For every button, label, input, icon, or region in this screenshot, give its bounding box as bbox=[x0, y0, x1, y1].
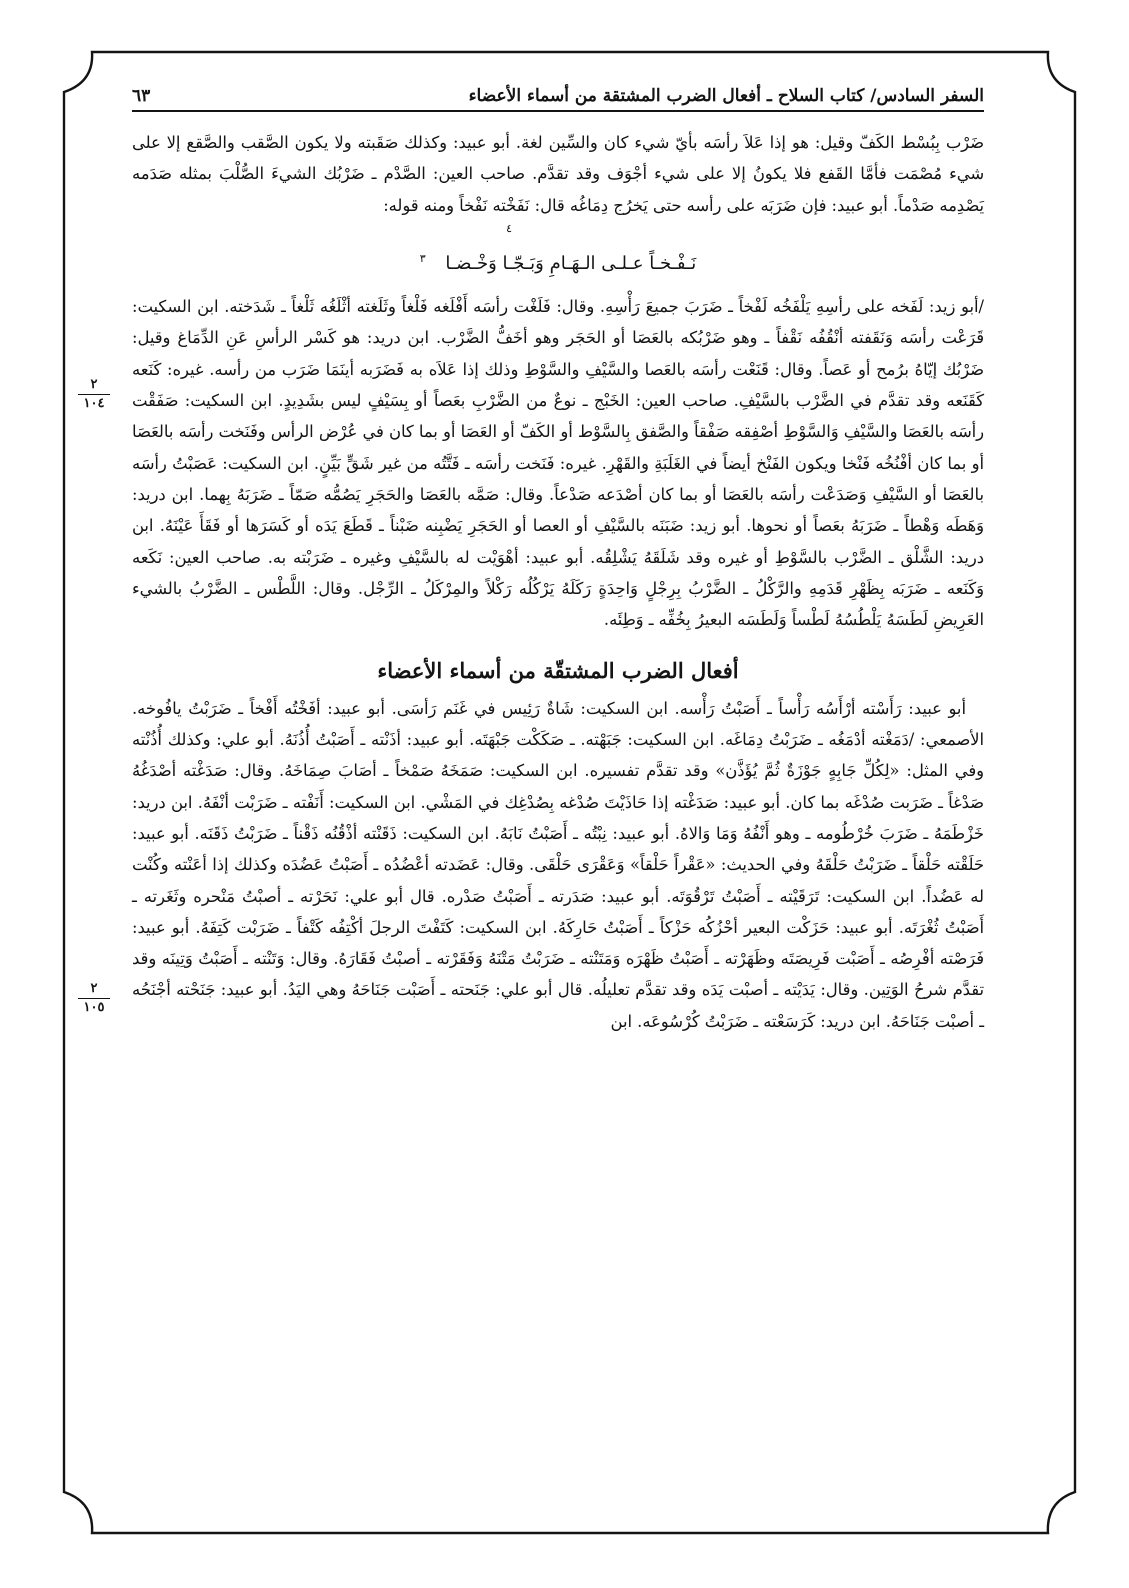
marginal-reference-1 bbox=[74, 378, 114, 411]
header-rule bbox=[132, 110, 984, 112]
section-title: أفعال الضرب المشتقّة من أسماء الأعضاء bbox=[377, 658, 739, 684]
marginal-reference-2 bbox=[74, 982, 114, 1015]
paragraph-1: ضَرْب بِبُسْط الكَفّ وقيل: هو إذا عَلاَ رأسَه بأيّ شيء كان والسِّين لغة. أبو عبيد: وكذلك صَقَبته ولا يكون الصَّقب والصَّقع إلا على شيء مُصْمَت فأمَّا القَفع فلا يكونُ إلا على شيء أجْوَف وقد تقدَّم. صاحب العين: الصَّدْم ـ ضَرْبُك الشيءَ الصُّلْبَ بمثله صَدَمه يَصْدِمه صَدْماً. أبو عبيد: فإن ضَرَبَه على رأسه حتى يَخرُج دِمَاغُه قال: نَفَخْته نَفْخاً ومنه قوله: bbox=[132, 133, 984, 215]
marginal-2-bottom: ١٠٥ bbox=[83, 1000, 105, 1015]
footnote-mark-2: ٣ bbox=[419, 251, 426, 265]
marginal-2-top: ٢ bbox=[90, 981, 98, 996]
poetry-verse bbox=[132, 243, 984, 279]
running-header bbox=[132, 72, 984, 106]
paragraph-2: /أبو زيد: لَفَخه على رأسِهِ يَلْفَخُه لَفْخاً ـ ضَرَبَ جميعَ رَأْسِهِ. وقال: فَلَغْت رأسَه أَفْلَغه فَلْغاً وثَلَغته أثْلَغُه ثَلْغاً ـ شَدَخته. ابن السكيت: قَرَعْت رأسَه وَنَقَفته أنْقُفُه نَقْفاً ـ وهو ضَرْبُكه بالعَصَا أو الحَجَر وهو أخَفُّ الضَّرْب. ابن دريد: هو كَسْر الرأسِ عَنِ الدِّمَاغ وقيل: ضَرْبُك إيّاهُ برُمح أو عَصاً. وقال: قَنَعْت رأسَه بالعَصا والسَّيْفِ والسَّوْطِ وذلك إذا عَلاَه به فَضَرَبه أينَمَا ضَرَب من رأسه. غيره: كَنَعه كَقَنَعه وقد تقدَّم في الضَّرْب بالسَّيْفِ. صاحب العين: الخَبْج ـ نوعٌ من الضَّرْبِ بعَصاً أو بِسَيْفٍ ليس بشَدِيدٍ. ابن السكيت: صَفَقْت رأسَه بالعَصَا والسَّيْفِ وَالسَّوْطِ أصْفِقه صَفْقاً والصَّفق بِالسَّوْط أو الكَفّ أو العَصَا أو بما كان في عُرْض الرأس وفَنَخت رأسَه بالعَصَا أو بما كان أفْنُخُه فَنْخا ويكون الفَنْخ أيضاً في الغَلَبَةِ والقَهْرِ. غيره: فَنَخت رأسَه ـ فَتَّتُه من غير شَقٍّ بَيِّنٍ. ابن السكيت: عَصَبْتُ رأسَه بالعَصَا أو السَّيْفِ وَصَدَعْت رأسَه بالعَصَا أو بما كان أصْدَعه صَدْعاً. وقال: صَمَّه بالعَصَا والحَجَرِ يَصُمُّه صَمّاً ـ ضَرَبَهُ بِهما. ابن دريد: وَهَطَه وَهْطاً ـ ضَرَبَهُ بعَصاً أو نحوها. أبو زيد: ضَبَنَه بالسَّيْفِ أو العصا أو الحَجَرِ يَضْبِنه ضَبْناً ـ قَطَعَ يَدَه أو كَسَرَها أو فَقَأَ عَيْنَهُ. ابن دريد: الشَّلْق ـ الضَّرْب بالسَّوْطِ أو غيره وقد شَلَقَهُ يَشْلِقُه. أبو عبيد: أهْوَيْت له بالسَّيْفِ وغيره ـ ضَرَبْته به. صاحب العين: نَكَعه وَكَنَعه ـ ضَرَبَه بِظَهْرِ قَدَمِهِ والرَّكْلُ ـ الضَّرْبُ بِرِجْلٍ وَاحِدَةٍ رَكَلَهُ يَرْكُلُه رَكْلاً والمِرْكَلُ ـ الرِّجْل. وقال: اللَّطْس ـ الضَّرْبُ بالشيء العَرِيضِ لَطَسَهُ يَلْطُسُهُ لَطْساً وَلَطَسَه البعيرُ بِخُفِّه ـ وَطِئَه. bbox=[132, 297, 984, 630]
page-body bbox=[132, 127, 984, 1037]
footnote-mark-1: ٤ bbox=[506, 221, 512, 235]
marginal-1-bottom: ١٠٤ bbox=[83, 396, 105, 411]
running-title: السفر السادس/ كتاب السلاح ـ أفعال الضرب المشتقة من أسماء الأعضاء bbox=[468, 86, 984, 106]
page-number: ٦٣ bbox=[132, 86, 151, 106]
marginal-2-rule bbox=[78, 998, 110, 999]
marginal-1-top: ٢ bbox=[90, 377, 98, 392]
paragraph-3: أبو عبيد: رَأَسْته أرْأَسُه رَأْساً ـ أَصَبْتُ رَأْسه. ابن السكيت: شَاةٌ رَئِيس في غَنَم رَأسَى. أبو عبيد: أفَخْتُه أَفْخاً ـ ضَرَبْتُ يافُوخه. الأصمعي: /دَمَغْته أدْمَغُه ـ ضَرَبْتُ دِمَاغَه. ابن السكيت: جَبَهْته. ـ صَكَكْت جَبْهَتَه. أبو عبيد: أذَنْته ـ أَصَبْتُ أُذُنَهُ. أبو علي: وكذلك أُذُنْته وفي المثل: «لِكُلِّ جَابِهٍ جَوْزَةٌ ثُمَّ يُؤَذَّن» وقد تقدَّم تفسيره. ابن السكيت: صَمَخَهُ صَمْخاً ـ أصَابَ صِمَاخَهُ. وقال: صَدَغْته أصْدَغُهُ صَدْغاً ـ ضَرَبت صُدْغَه بما كان. أبو عبيد: صَدَغْته إذا حَاذَيْتَ صُدْغه بِصُدْغِك في المَشْي. ابن السكيت: أَنَفْته ـ ضَرَبْت أنْفَهُ. ابن دريد: خَزْطَمَهُ ـ ضَرَبَ خُرْطُومه ـ وهو أَنْفُهُ وَمَا وَالاهُ. أبو عبيد: نِبْتُه ـ أَصَبْتُ نَابَهُ. ابن السكيت: ذَقَنْته أذْقُنُه ذَقْناً ـ ضَرَبْتُ ذَقَنَه. أبو عبيد: حَلَقْته حَلْقاً ـ ضَرَبْتُ حَلْقَهُ وفي الحديث: «عَقْراً حَلْقاً» وَعَقْرَى حَلْقَى. وقال: عَضَدته أعْضُدُه ـ أَصَبْتُ عَضُدَه وكذلك إذا أعَنْته وكُنْت له عَضُداً. ابن السكيت: تَرَقَيْته ـ أَصَبْتُ تَرْقُوَتَه. أبو عبيد: صَدَرته ـ أَصَبْتُ صَدْره. قال أبو علي: نَحَرْته ـ أصبْتُ مَنْحره وثَغَرته ـ أَصَبْتُ ثُغْرَتَه. أبو عبيد: حَزَكْت البعير أحْزُكُه حَزْكاً ـ أَصَبْتُ حَارِكَهُ. ابن السكيت: كَتَفْتَ الرجلَ أكْتِفُه كَتْفاً ـ ضَرَبْت كَتِفَهُ. أبو عبيد: فَرَصْته أفْرِصُه ـ أَصَبْت فَرِيصَتَه وظَهَرْته ـ أَصَبْتُ ظَهْرَه وَمَتَنْته ـ ضَرَبْتُ مَتْنَهُ وَفَقَرْته ـ أصبْتُ فَقَارَهُ. وقال: وَتَنْته ـ أَصَبْتُ وَتِينَه وقد تقدَّم شرحُ الوَتِين. وقال: يَدَيْته ـ أصبْت يَدَه وقد تقدَّم تعليلُه. قال أبو علي: جَنَحته ـ أَصَبْت جَنَاحَهُ وهي اليَدُ. أبو عبيد: جَنَحْته أجْنَحُه ـ أصبْت جَنَاحَهُ. ابن دريد: كَرَسَعْته ـ ضَرَبْتُ كُرْسُوعَه. ابن bbox=[132, 698, 984, 1031]
marginal-1-rule bbox=[78, 394, 110, 395]
verse-text: نَـفْـخـاً عـلـى الـهَـامِ وَبَـجّـا وَخْـضـا bbox=[445, 252, 697, 274]
